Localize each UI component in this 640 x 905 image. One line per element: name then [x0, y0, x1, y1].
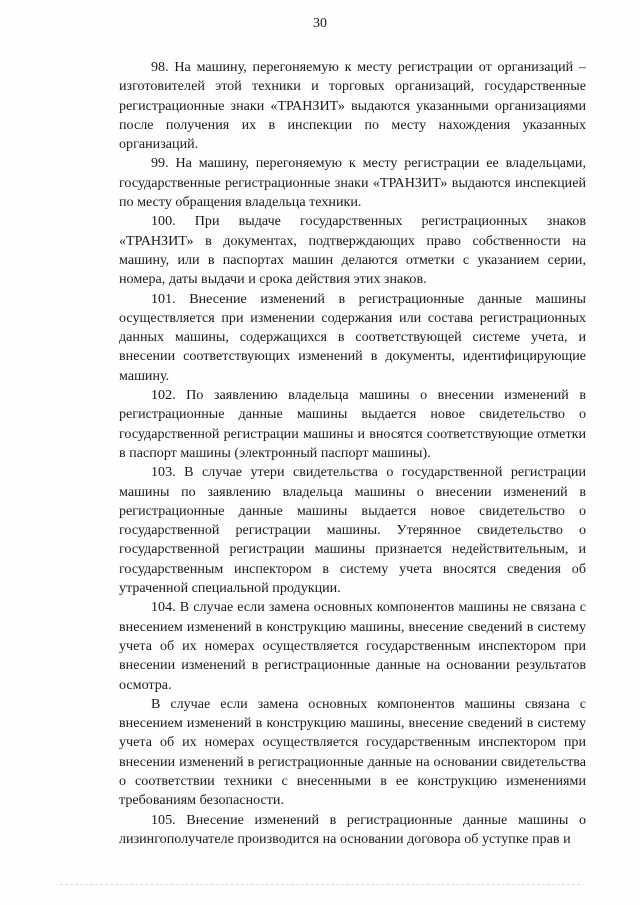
paragraph-104-continued: В случае если замена основных компонентов машины связана с внесением изменений в конструкцию машины, внесение сведений в систему учета об их номерах осуществляется государственным инспектором при внесении изменений в регистрационные данные на основании свидетельства о соответствии техники с внесенными в ее конструкцию изменениями требованиям безопасности. — [119, 695, 586, 809]
scan-edge-artifact — [60, 884, 580, 887]
paragraph-105: 105. Внесение изменений в регистрационные данные машины о лизингополучателе производится на основании договора об уступке прав и — [119, 811, 586, 847]
paragraph-100: 100. При выдаче государственных регистрационных знаков «ТРАНЗИТ» в документах, подтверждающих право собственности на машину, или в паспортах машин делаются отметки с указанием серии, номера, даты выдачи и срока действия этих знаков. — [119, 213, 586, 288]
paragraph-103: 103. В случае утери свидетельства о государственной регистрации машины по заявлению владельца машины о внесении изменений в регистрационные данные машины выдается новое свидетельство о государственной регистрации машины. Утерянное свидетельство о государственной регистрации машины признается недействительным, и государственным инспектором в систему учета вносятся сведения об утраченной специальной продукции. — [119, 464, 586, 597]
paragraph-104: 104. В случае если замена основных компонентов машины не связана с внесением изменений в конструкцию машины, внесение сведений в систему учета об их номерах осуществляется государственным инспектором при внесении изменений в регистрационные данные на основании результатов осмотра. — [119, 599, 586, 693]
paragraph-99: 99. На машину, перегоняемую к месту регистрации ее владельцами, государственные регистрационные знаки «ТРАНЗИТ» выдаются инспекцией по месту обращения владельца техники. — [119, 155, 586, 211]
page-number: 30 — [313, 16, 327, 31]
document-body — [119, 58, 586, 849]
paragraph-98: 98. На машину, перегоняемую к месту регистрации от организаций – изготовителей этой техники и торговых организаций, государственные регистрационные знаки «ТРАНЗИТ» выдаются указанными организациями после получения их в инспекции по месту нахождения указанных организаций. — [119, 59, 586, 153]
paragraph-102: 102. По заявлению владельца машины о внесении изменений в регистрационные данные машины выдается новое свидетельство о государственной регистрации машины и вносятся соответствующие отметки в паспорт машины (электронный паспорт машины). — [119, 387, 586, 461]
paragraph-101: 101. Внесение изменений в регистрационные данные машины осуществляется при изменении содержания или состава регистрационных данных машины, содержащихся в соответствующей системе учета, и внесении соответствующих изменений в документы, идентифицирующие машину. — [119, 290, 586, 384]
